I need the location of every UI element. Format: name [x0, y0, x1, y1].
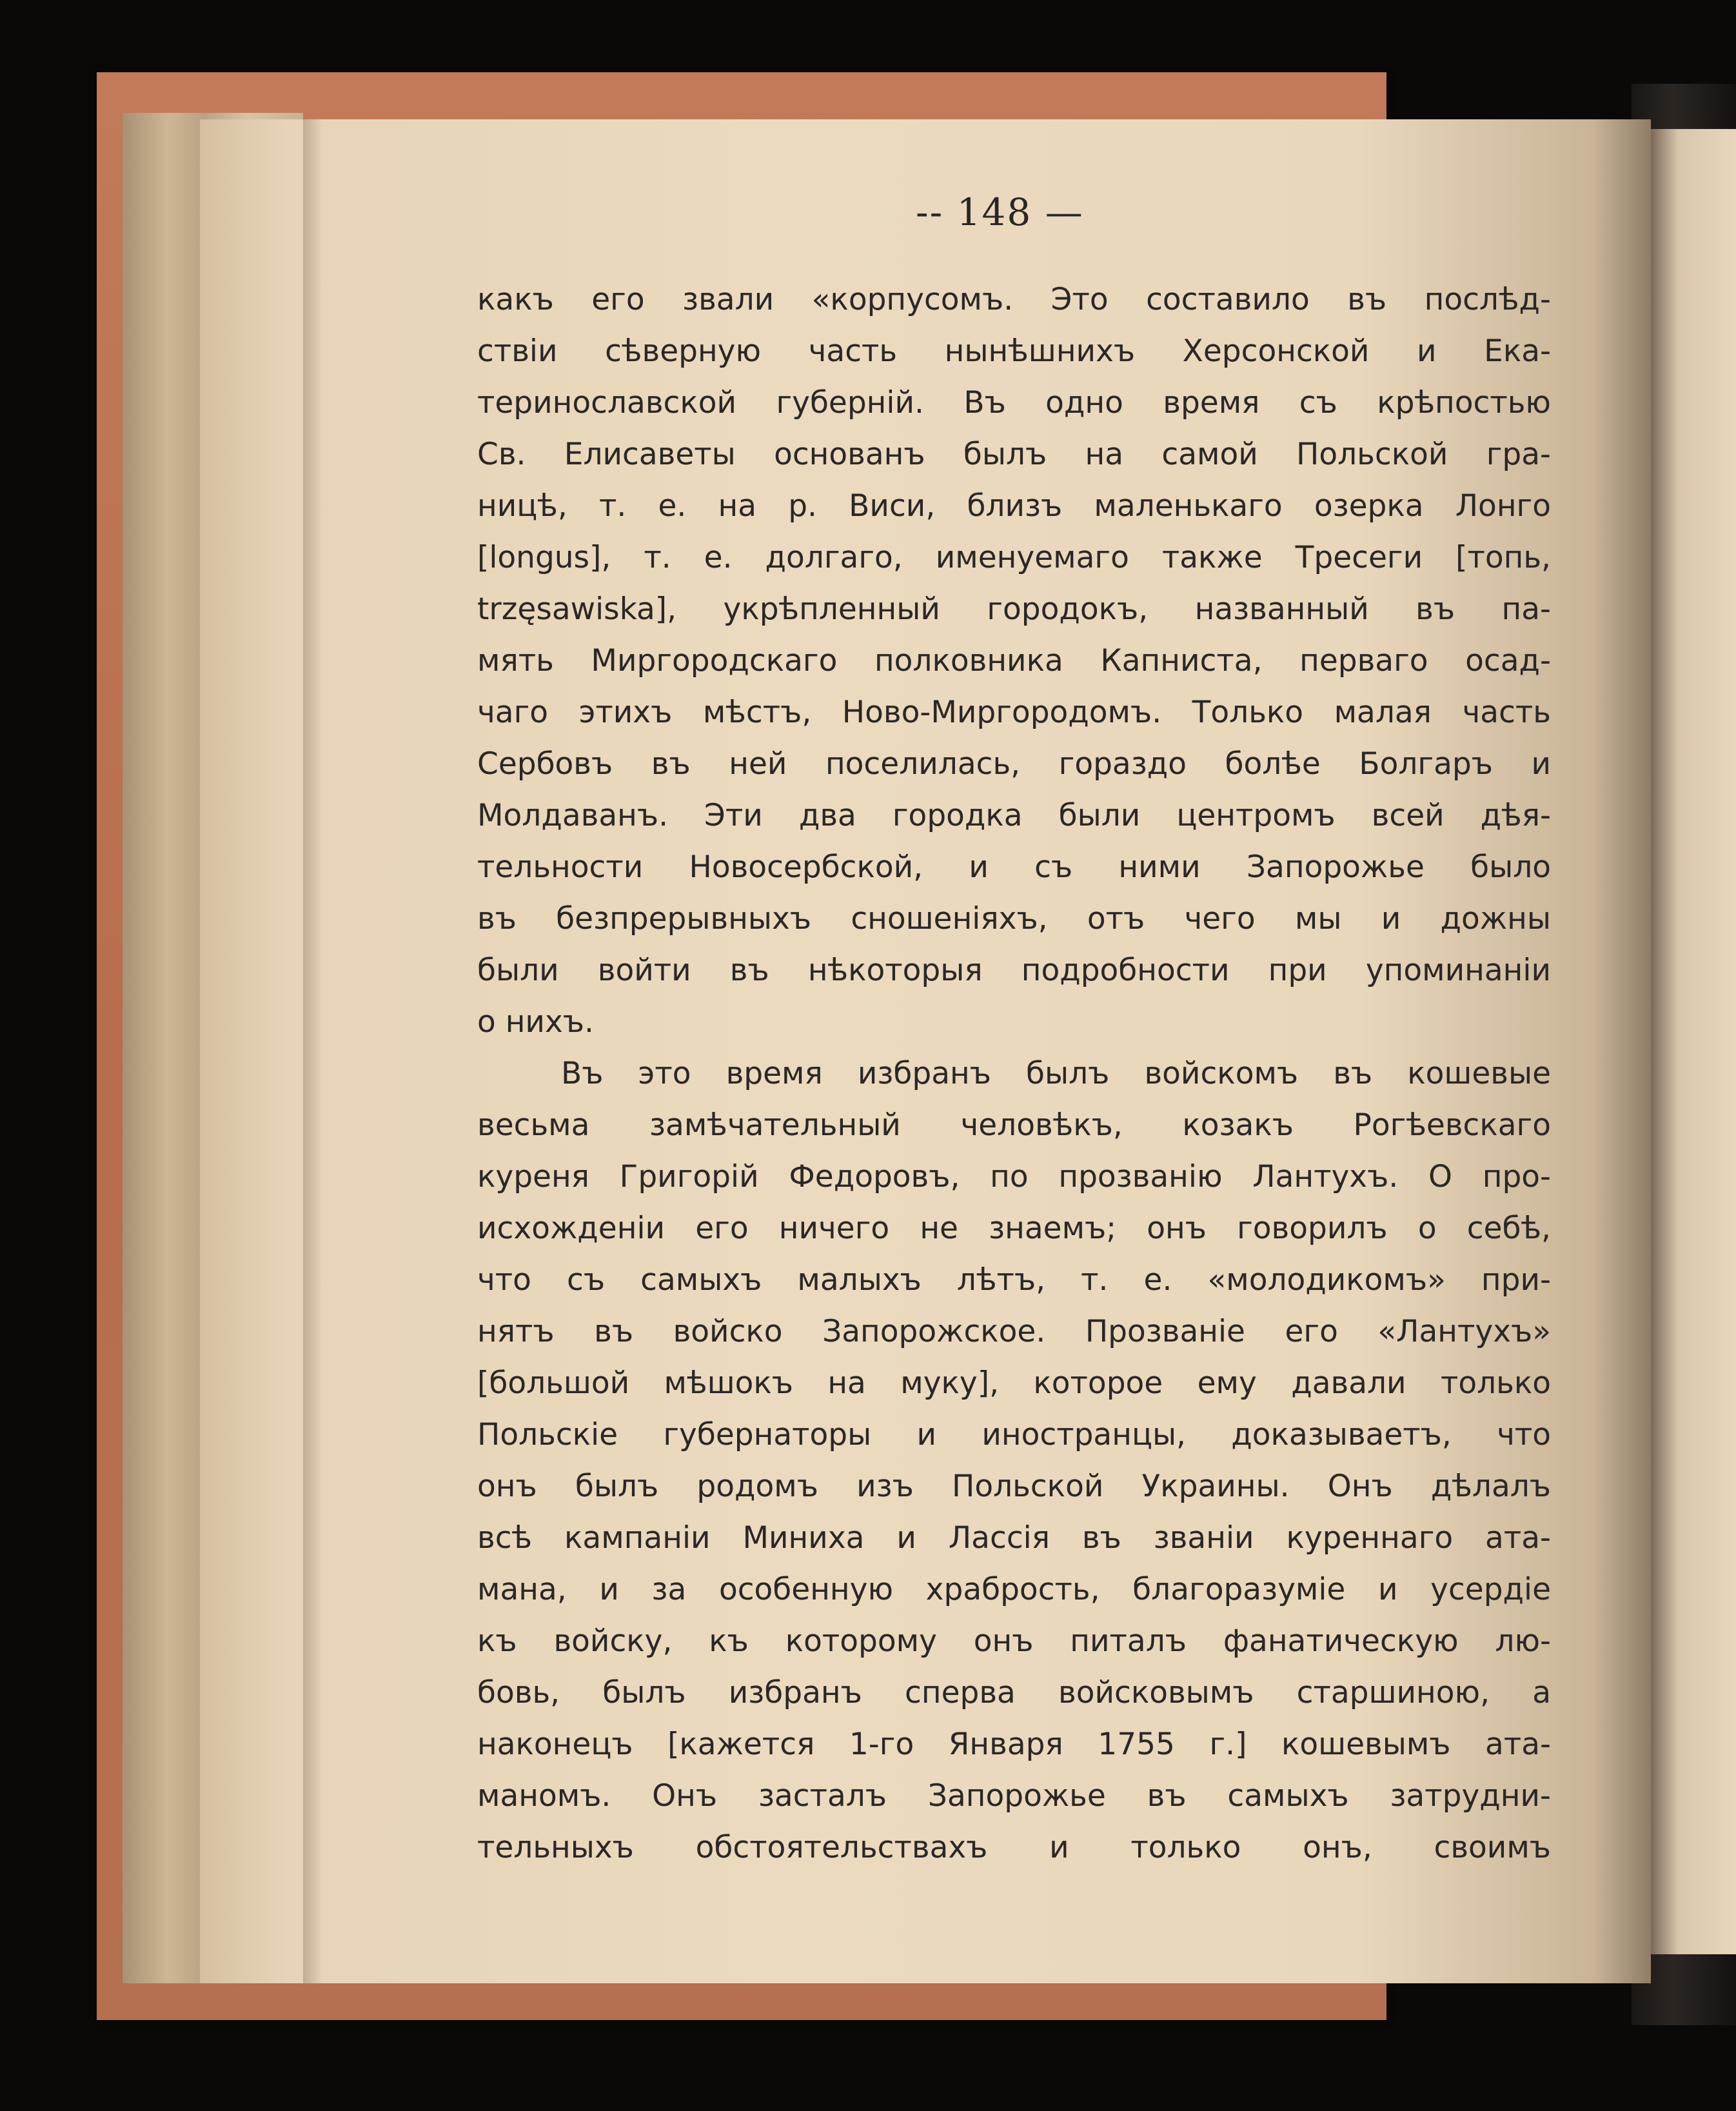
text-line: нятъ въ войско Запорожское. Прозваніе его «Лантухъ» — [477, 1314, 1551, 1349]
text-line: trzęsawiska], укрѣпленный городокъ, названный въ па- — [477, 591, 1551, 627]
text-line: въ безпрерывныхъ сношеніяхъ, отъ чего мы и дожны — [477, 901, 1551, 937]
text-line: Въ это время избранъ былъ войскомъ въ кошевые — [561, 1056, 1551, 1091]
text-line: весьма замѣчательный человѣкъ, козакъ Рогѣевскаго — [477, 1107, 1551, 1143]
text-line: всѣ кампаніи Миниха и Лассія въ званіи куреннаго ата- — [477, 1520, 1551, 1556]
text-line: ницѣ, т. е. на р. Виси, близъ маленькаго озерка Лонго — [477, 488, 1551, 524]
text-line: тельныхъ обстоятельствахъ и только онъ, своимъ — [477, 1830, 1551, 1865]
text-line: Сербовъ въ ней поселилась, гораздо болѣе Болгаръ и — [477, 746, 1551, 782]
text-line: наконецъ [кажется 1-го Января 1755 г.] кошевымъ ата- — [477, 1727, 1551, 1762]
text-line: бовь, былъ избранъ сперва войсковымъ старшиною, а — [477, 1675, 1551, 1710]
text-line: исхожденіи его ничего не знаемъ; онъ говорилъ о себѣ, — [477, 1211, 1551, 1246]
text-line: теринославской губерній. Въ одно время съ крѣпостью — [477, 385, 1551, 421]
text-line: тельности Новосербской, и съ ними Запорожье было — [477, 849, 1551, 885]
text-line: куреня Григорій Федоровъ, по прозванію Лантухъ. О про- — [477, 1159, 1551, 1194]
text-line: Польскіе губернаторы и иностранцы, доказываетъ, что — [477, 1417, 1551, 1452]
text-line: къ войску, къ которому онъ питалъ фанатическую лю- — [477, 1623, 1551, 1659]
text-line: о нихъ. — [477, 1004, 594, 1040]
text-line: чаго этихъ мѣстъ, Ново-Миргородомъ. Только малая часть — [477, 695, 1551, 730]
text-line: Св. Елисаветы основанъ былъ на самой Польской гра- — [477, 437, 1551, 472]
text-line: [longus], т. е. долгаго, именуемаго также Тресеги [топь, — [477, 540, 1551, 575]
text-line: онъ былъ родомъ изъ Польской Украины. Онъ дѣлалъ — [477, 1469, 1551, 1504]
facing-page-edge — [1648, 129, 1736, 1954]
text-line: что съ самыхъ малыхъ лѣтъ, т. е. «молодикомъ» при- — [477, 1262, 1551, 1298]
text-line: какъ его звали «корпусомъ. Это составило въ послѣд- — [477, 282, 1551, 317]
text-line: [большой мѣшокъ на муку], которое ему давали только — [477, 1365, 1551, 1401]
text-line: маномъ. Онъ засталъ Запорожье въ самыхъ затрудни- — [477, 1778, 1551, 1814]
page-number: -- 148 — — [916, 190, 1084, 234]
text-line: были войти въ нѣкоторыя подробности при упоминаніи — [477, 953, 1551, 988]
text-line: ствіи сѣверную часть нынѣшнихъ Херсонской и Ека- — [477, 333, 1551, 369]
text-line: мять Миргородскаго полковника Капниста, перваго осад- — [477, 643, 1551, 679]
text-line: мана, и за особенную храбрость, благоразуміе и усердіе — [477, 1572, 1551, 1607]
gutter-shadow — [303, 119, 322, 1983]
text-line: Молдаванъ. Эти два городка были центромъ всей дѣя- — [477, 798, 1551, 833]
